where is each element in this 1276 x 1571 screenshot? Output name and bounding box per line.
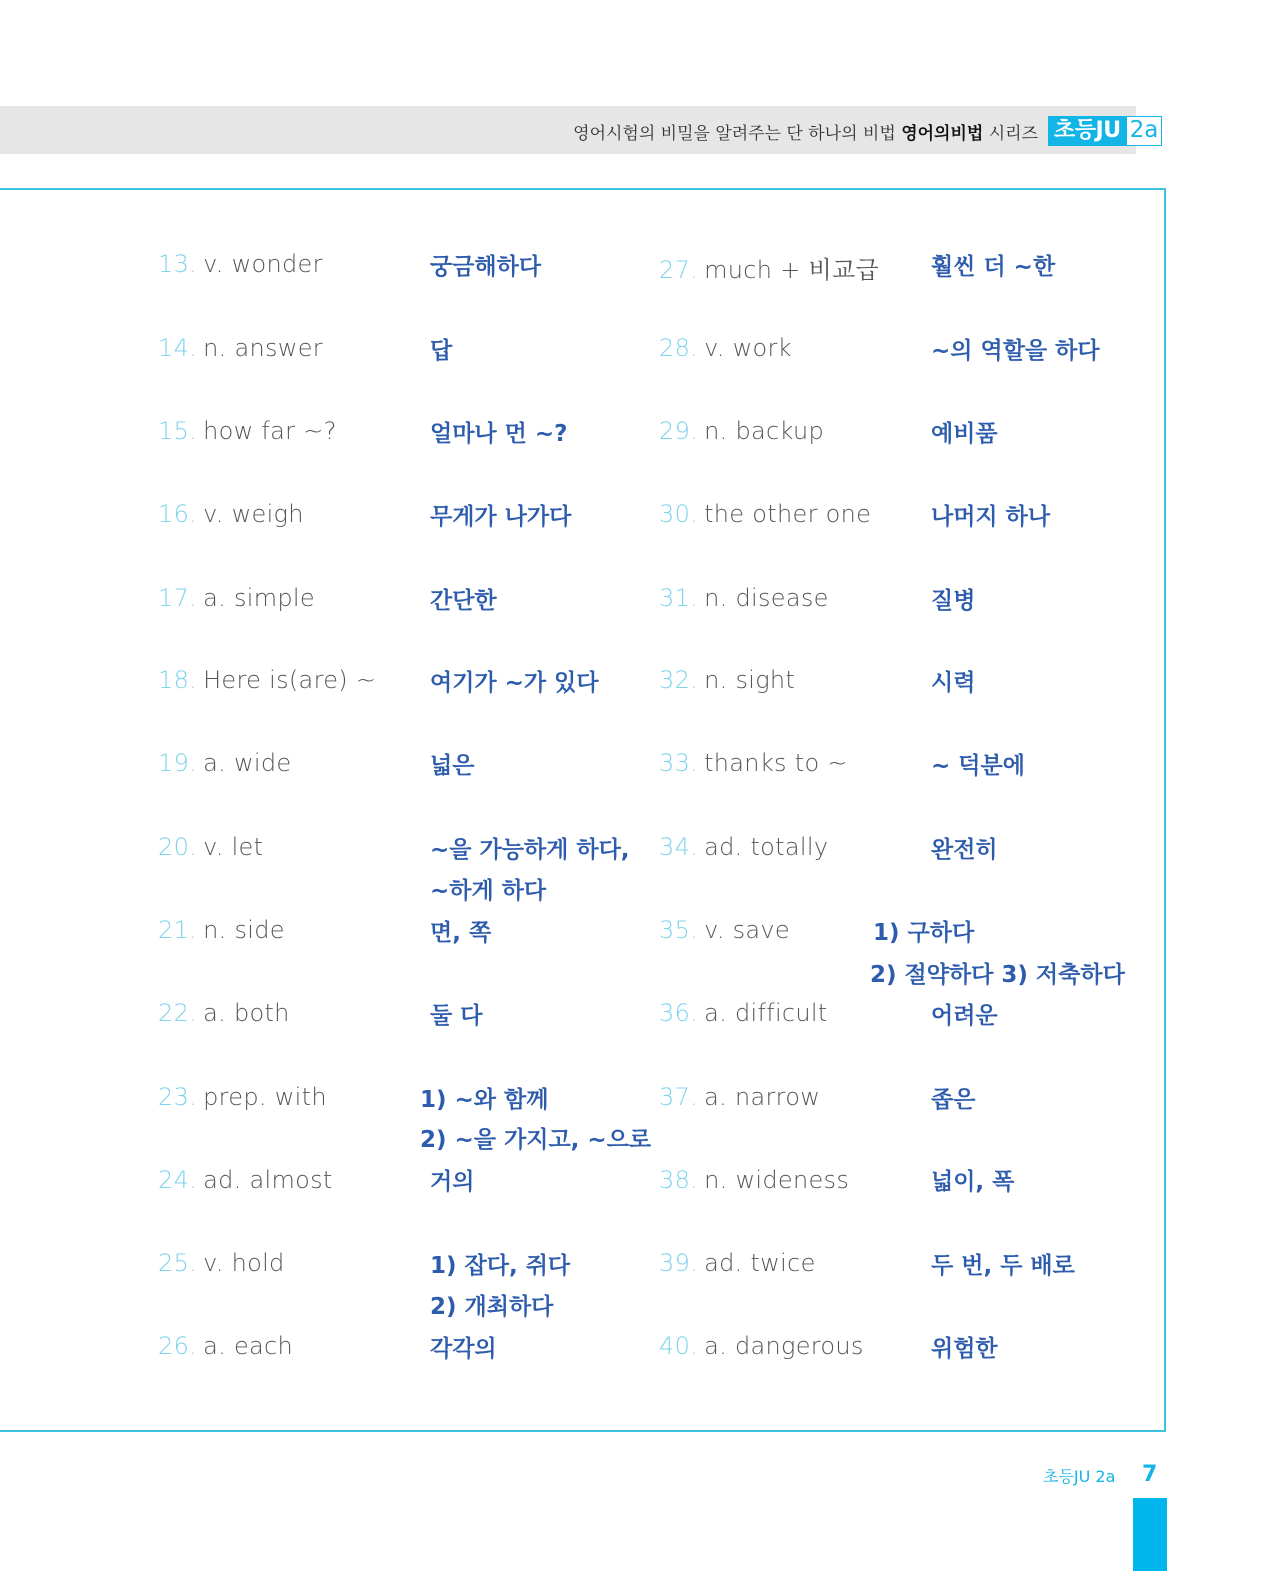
vocab-word-40: 40. a. dangerous bbox=[659, 1332, 864, 1360]
vocab-meaning-27: 훨씬 더 ~한 bbox=[931, 254, 1056, 280]
vocab-word-13: 13. v. wonder bbox=[158, 250, 323, 278]
vocab-meaning-18: 여기가 ~가 있다 bbox=[430, 670, 599, 696]
tagline-suffix: 시리즈 bbox=[988, 124, 1038, 144]
vocab-word-36: 36. a. difficult bbox=[659, 999, 828, 1027]
page-side-tab bbox=[1133, 1498, 1167, 1571]
vocab-meaning-20-line2: ~하게 하다 bbox=[430, 878, 547, 904]
vocab-meaning-29: 예비품 bbox=[931, 421, 998, 447]
vocab-word-28: 28. v. work bbox=[659, 334, 792, 362]
vocab-meaning-28: ~의 역할을 하다 bbox=[931, 338, 1100, 364]
vocab-meaning-13: 궁금해하다 bbox=[430, 254, 542, 280]
vocab-meaning-15: 얼마나 먼 ~? bbox=[430, 421, 568, 447]
vocab-word-15: 15. how far ~? bbox=[158, 417, 337, 445]
vocab-word-17: 17. a. simple bbox=[158, 584, 315, 612]
vocab-meaning-14: 답 bbox=[430, 338, 453, 364]
vocab-meaning-36: 어려운 bbox=[931, 1003, 998, 1029]
tagline-bold: 영어의비법 bbox=[901, 124, 984, 144]
vocab-word-19: 19. a. wide bbox=[158, 749, 292, 777]
vocab-meaning-35-line2: 2) 절약하다 3) 저축하다 bbox=[870, 962, 1125, 988]
vocab-word-31: 31. n. disease bbox=[659, 584, 829, 612]
vocab-word-30: 30. the other one bbox=[659, 500, 872, 528]
vocab-word-37: 37. a. narrow bbox=[659, 1083, 821, 1111]
tagline-prefix: 영어시험의 비밀을 알려주는 단 하나의 비법 bbox=[573, 124, 896, 144]
vocab-meaning-23: 1) ~와 함께 bbox=[420, 1087, 549, 1113]
vocab-meaning-31: 질병 bbox=[931, 588, 976, 614]
vocab-meaning-35: 1) 구하다 bbox=[873, 920, 975, 946]
vocab-meaning-19: 넓은 bbox=[430, 753, 475, 779]
vocab-word-34: 34. ad. totally bbox=[659, 833, 829, 861]
vocab-word-22: 22. a. both bbox=[158, 999, 290, 1027]
vocab-meaning-20: ~을 가능하게 하다, bbox=[430, 837, 630, 863]
vocab-meaning-25: 1) 잡다, 쥐다 bbox=[430, 1253, 571, 1279]
badge-level: 2a bbox=[1127, 116, 1163, 146]
vocab-word-25: 25. v. hold bbox=[158, 1249, 285, 1277]
footer-series-label: 초등JU 2a bbox=[1043, 1467, 1116, 1486]
vocab-word-18: 18. Here is(are) ~ bbox=[158, 666, 377, 694]
vocab-meaning-24: 거의 bbox=[430, 1169, 475, 1195]
vocab-word-20: 20. v. let bbox=[158, 833, 264, 861]
vocab-meaning-25-line2: 2) 개최하다 bbox=[430, 1294, 554, 1320]
vocab-meaning-34: 완전히 bbox=[931, 837, 998, 863]
vocab-meaning-40: 위험한 bbox=[931, 1336, 998, 1362]
vocab-meaning-32: 시력 bbox=[931, 670, 976, 696]
vocab-meaning-26: 각각의 bbox=[430, 1336, 497, 1362]
badge-main: 초등JU bbox=[1048, 116, 1127, 146]
vocab-word-23: 23. prep. with bbox=[158, 1083, 327, 1111]
content-frame bbox=[0, 188, 1166, 1432]
vocab-word-29: 29. n. backup bbox=[659, 417, 824, 445]
page-number: 7 bbox=[1142, 1462, 1158, 1487]
vocab-word-33: 33. thanks to ~ bbox=[659, 749, 848, 777]
vocab-word-27: 27. much + 비교급 bbox=[659, 256, 879, 284]
vocab-word-38: 38. n. wideness bbox=[659, 1166, 850, 1194]
vocab-word-39: 39. ad. twice bbox=[659, 1249, 816, 1277]
series-badge bbox=[1048, 116, 1162, 146]
vocab-meaning-30: 나머지 하나 bbox=[931, 504, 1051, 530]
vocab-meaning-33: ~ 덕분에 bbox=[931, 753, 1025, 779]
vocab-word-14: 14. n. answer bbox=[158, 334, 323, 362]
vocab-meaning-39: 두 번, 두 배로 bbox=[931, 1253, 1075, 1279]
vocab-meaning-22: 둘 다 bbox=[430, 1003, 483, 1029]
vocab-meaning-23-line2: 2) ~을 가지고, ~으로 bbox=[420, 1127, 652, 1153]
vocab-meaning-38: 넓이, 폭 bbox=[931, 1169, 1015, 1195]
series-tagline bbox=[573, 119, 1038, 144]
vocab-word-35: 35. v. save bbox=[659, 916, 790, 944]
vocab-word-26: 26. a. each bbox=[158, 1332, 294, 1360]
vocab-word-16: 16. v. weigh bbox=[158, 500, 304, 528]
vocab-meaning-37: 좁은 bbox=[931, 1087, 976, 1113]
vocab-word-24: 24. ad. almost bbox=[158, 1166, 333, 1194]
vocab-word-21: 21. n. side bbox=[158, 916, 285, 944]
vocab-meaning-21: 면, 쪽 bbox=[430, 920, 492, 946]
vocab-meaning-17: 간단한 bbox=[430, 588, 497, 614]
vocab-word-32: 32. n. sight bbox=[659, 666, 796, 694]
vocab-meaning-16: 무게가 나가다 bbox=[430, 504, 572, 530]
